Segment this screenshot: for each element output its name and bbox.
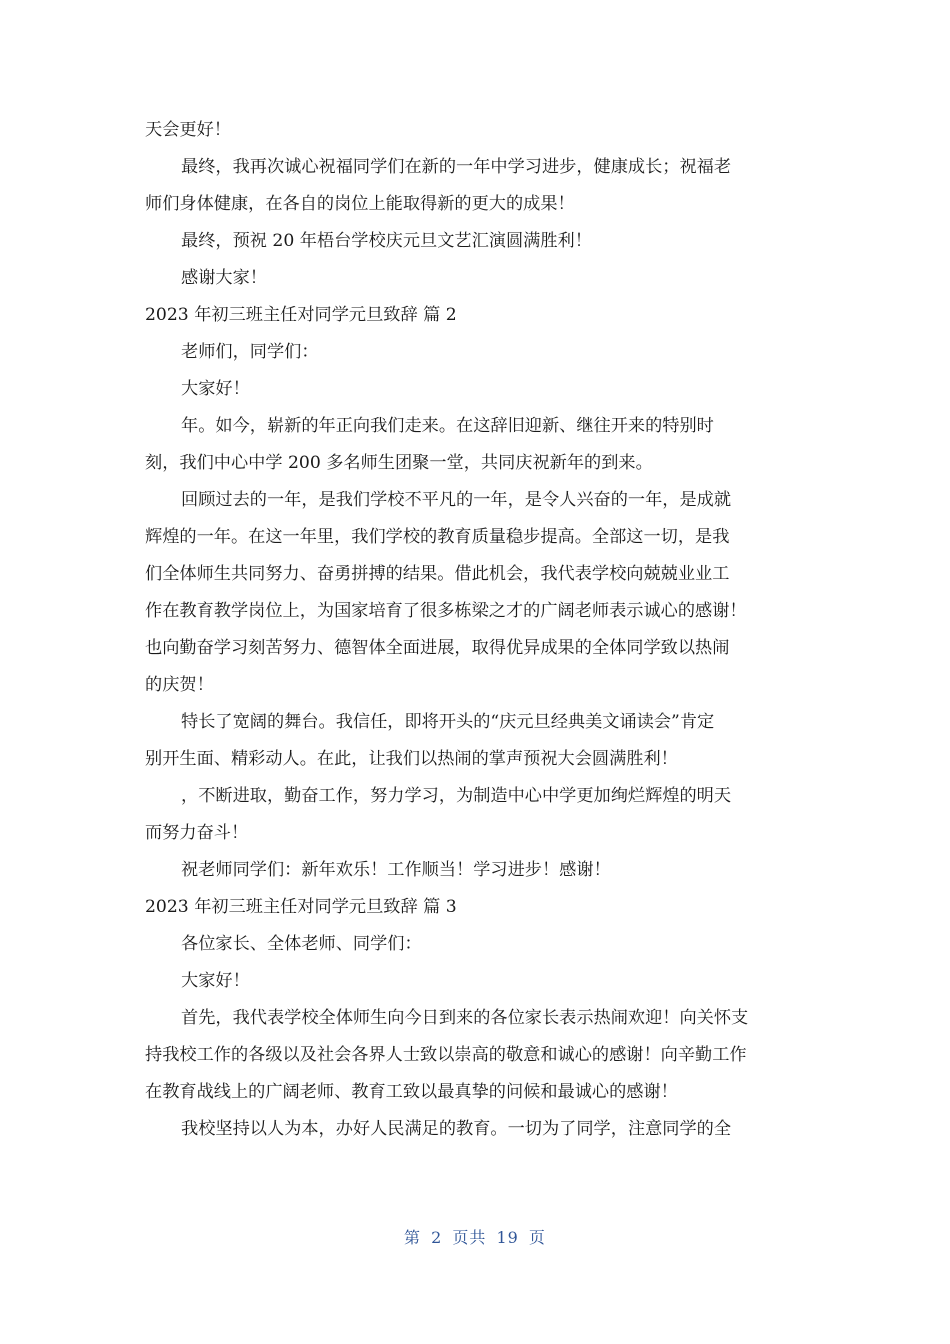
text-line: 2023 年初三班主任对同学元旦致辞 篇 3 — [145, 897, 457, 917]
text-line: 别开生面、精彩动人。在此，让我们以热闹的掌声预祝大会圆满胜利！ — [145, 749, 678, 769]
text-line: ，不断进取，勤奋工作，努力学习，为制造中心中学更加绚烂辉煌的明天 — [181, 786, 732, 806]
text-line: 祝老师同学们：新年欢乐！工作顺当！学习进步！感谢！ — [181, 860, 611, 880]
text-line: 作在教育教学岗位上，为国家培育了很多栋梁之才的广阔老师表示诚心的感谢！ — [145, 601, 747, 621]
text-line: 辉煌的一年。在这一年里，我们学校的教育质量稳步提高。全部这一切，是我 — [145, 527, 730, 547]
text-line: 老师们，同学们： — [181, 342, 319, 362]
text-line: 们全体师生共同努力、奋勇拼搏的结果。借此机会，我代表学校向兢兢业业工 — [145, 564, 730, 584]
text-line: 在教育战线上的广阔老师、教育工致以最真挚的问候和最诚心的感谢！ — [145, 1082, 678, 1102]
text-line: 持我校工作的各级以及社会各界人士致以崇高的敬意和诚心的感谢！向辛勤工作 — [145, 1045, 747, 1065]
text-line: 最终，我再次诚心祝福同学们在新的一年中学习进步，健康成长；祝福老 — [181, 157, 732, 177]
text-line: 回顾过去的一年，是我们学校不平凡的一年，是令人兴奋的一年，是成就 — [181, 490, 732, 510]
text-line: 感谢大家！ — [181, 268, 267, 288]
text-line: 也向勤奋学习刻苦努力、德智体全面进展，取得优异成果的全体同学致以热闹 — [145, 638, 730, 658]
text-line: 刻，我们中心中学 200 多名师生团聚一堂，共同庆祝新年的到来。 — [145, 453, 653, 473]
text-line: 大家好！ — [181, 971, 250, 991]
text-line: 而努力奋斗！ — [145, 823, 249, 843]
page-footer: 第 2 页共 19 页 — [404, 1228, 546, 1247]
text-line: 大家好！ — [181, 379, 250, 399]
text-line: 我校坚持以人为本，办好人民满足的教育。一切为了同学，注意同学的全 — [181, 1119, 732, 1139]
text-line: 的庆贺！ — [145, 675, 214, 695]
text-line: 特长了宽阔的舞台。我信任，即将开头的“庆元旦经典美文诵读会”肯定 — [181, 712, 715, 732]
text-line: 2023 年初三班主任对同学元旦致辞 篇 2 — [145, 305, 457, 325]
text-line: 天会更好！ — [145, 120, 231, 140]
text-line: 年。如今，崭新的年正向我们走来。在这辞旧迎新、继往开来的特别时 — [181, 416, 714, 436]
text-line: 首先，我代表学校全体师生向今日到来的各位家长表示热闹欢迎！向关怀支 — [181, 1008, 749, 1028]
text-line: 各位家长、全体老师、同学们： — [181, 934, 422, 954]
document-body — [145, 112, 805, 1148]
text-line: 师们身体健康，在各自的岗位上能取得新的更大的成果！ — [145, 194, 575, 214]
text-line: 最终，预祝 20 年梧台学校庆元旦文艺汇演圆满胜利！ — [181, 231, 592, 251]
